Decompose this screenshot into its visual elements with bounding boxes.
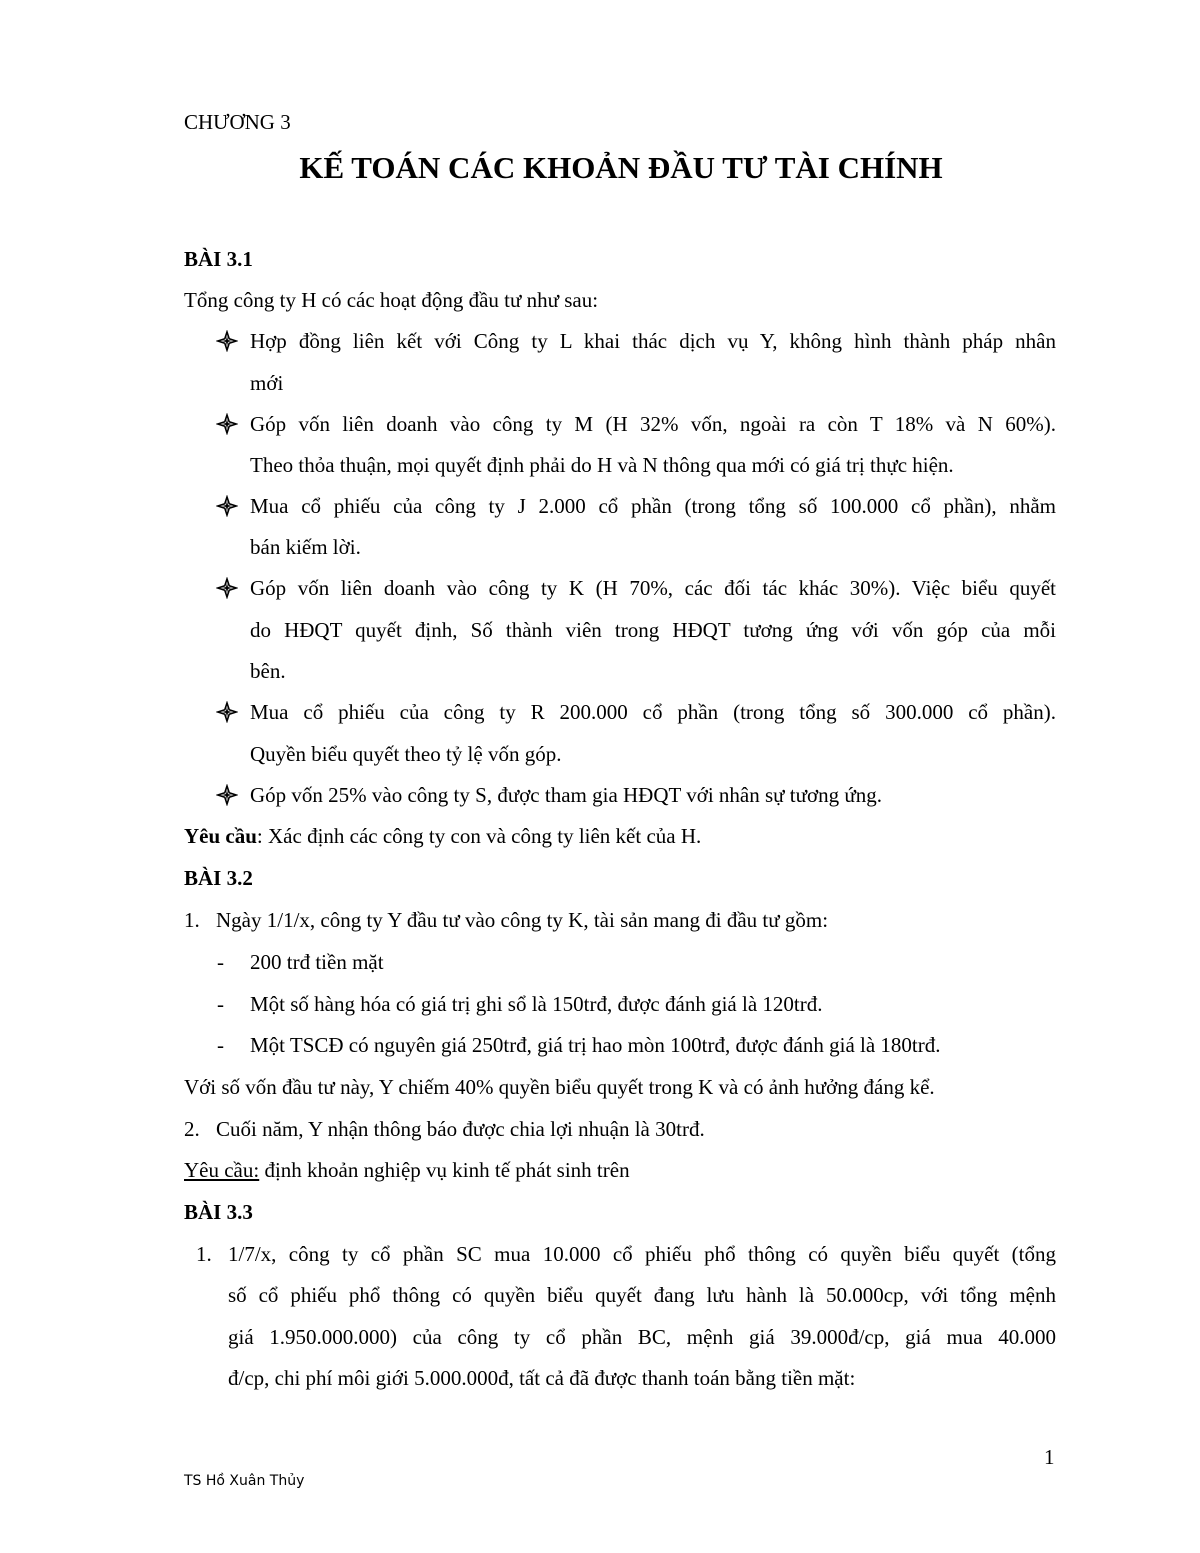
section-heading-3-2: BÀI 3.2	[184, 866, 253, 890]
note-text: Với số vốn đầu tư này, Y chiếm 40% quyền biểu quyết trong K và có ảnh hưởng đáng kể.	[184, 1075, 935, 1099]
bullet-item-line: Mua cổ phiếu của công ty R 200.000 cổ phần (trong tổng số 300.000 cổ phần).	[250, 700, 1056, 724]
section-heading-3-3: BÀI 3.3	[184, 1200, 253, 1224]
bullet-item-line: Hợp đồng liên kết với Công ty L khai thác dịch vụ Y, không hình thành pháp nhân	[250, 329, 1056, 353]
requirement-3-1	[184, 822, 701, 850]
requirement-3-2	[184, 1156, 630, 1184]
numbered-item-text: Ngày 1/1/x, công ty Y đầu tư vào công ty K, tài sản mang đi đầu tư gồm:	[216, 908, 829, 932]
list-number: 2.	[184, 1117, 200, 1141]
diamond-bullet-icon	[216, 784, 238, 806]
chapter-title: KẾ TOÁN CÁC KHOẢN ĐẦU TƯ TÀI CHÍNH	[299, 150, 943, 185]
section-heading-3-1: BÀI 3.1	[184, 247, 253, 271]
list-number: 1.	[196, 1242, 212, 1266]
requirement-text: định khoản nghiệp vụ kinh tế phát sinh trên	[259, 1158, 630, 1182]
sub-item-text: Một số hàng hóa có giá trị ghi sổ là 150trđ, được đánh giá là 120trđ.	[250, 992, 823, 1016]
dash-bullet: -	[217, 1033, 224, 1057]
numbered-item-text: Cuối năm, Y nhận thông báo được chia lợi nhuận là 30trđ.	[216, 1117, 705, 1141]
bullet-item-line: Mua cổ phiếu của công ty J 2.000 cổ phần (trong tổng số 100.000 cổ phần), nhằm	[250, 494, 1056, 518]
requirement-text: : Xác định các công ty con và công ty liên kết của H.	[256, 824, 702, 848]
numbered-item-line: đ/cp, chi phí môi giới 5.000.000đ, tất cả đã được thanh toán bằng tiền mặt:	[228, 1366, 856, 1390]
list-number: 1.	[184, 908, 200, 932]
diamond-bullet-icon	[216, 413, 238, 435]
requirement-label: Yêu cầu:	[184, 1158, 260, 1182]
diamond-bullet-icon	[216, 495, 238, 517]
sub-item-text: Một TSCĐ có nguyên giá 250trđ, giá trị hao mòn 100trđ, được đánh giá là 180trđ.	[250, 1033, 941, 1057]
intro-text: Tổng công ty H có các hoạt động đầu tư như sau:	[184, 288, 599, 312]
bullet-item-line: Góp vốn liên doanh vào công ty M (H 32% vốn, ngoài ra còn T 18% và N 60%).	[250, 412, 1056, 436]
footer-author: TS Hồ Xuân Thủy	[184, 1473, 305, 1489]
bullet-item-line: bên.	[250, 659, 286, 683]
bullet-item-line: mới	[250, 371, 284, 395]
numbered-item-line: 1/7/x, công ty cổ phần SC mua 10.000 cổ phiếu phổ thông có quyền biểu quyết (tổng	[228, 1242, 1056, 1266]
bullet-item-line: bán kiếm lời.	[250, 535, 361, 559]
diamond-bullet-icon	[216, 701, 238, 723]
numbered-item-line: số cổ phiếu phổ thông có quyền biểu quyết đang lưu hành là 50.000cp, với tổng mệnh	[228, 1283, 1056, 1307]
bullet-item-line: Quyền biểu quyết theo tỷ lệ vốn góp.	[250, 742, 562, 766]
bullet-item-line: Góp vốn liên doanh vào công ty K (H 70%, các đối tác khác 30%). Việc biểu quyết	[250, 576, 1056, 600]
bullet-item-line: do HĐQT quyết định, Số thành viên trong HĐQT tương ứng với vốn góp của mỗi	[250, 618, 1056, 642]
sub-item-text: 200 trđ tiền mặt	[250, 950, 384, 974]
dash-bullet: -	[217, 950, 224, 974]
page-number: 1	[1044, 1445, 1055, 1469]
diamond-bullet-icon	[216, 330, 238, 352]
numbered-item-line: giá 1.950.000.000) của công ty cổ phần BC, mệnh giá 39.000đ/cp, giá mua 40.000	[228, 1325, 1056, 1349]
dash-bullet: -	[217, 992, 224, 1016]
diamond-bullet-icon	[216, 577, 238, 599]
bullet-item-line: Theo thỏa thuận, mọi quyết định phải do H và N thông qua mới có giá trị thực hiện.	[250, 453, 954, 477]
chapter-label: CHƯƠNG 3	[184, 110, 291, 134]
requirement-label: Yêu cầu	[184, 824, 257, 848]
bullet-item-line: Góp vốn 25% vào công ty S, được tham gia HĐQT với nhân sự tương ứng.	[250, 783, 882, 807]
